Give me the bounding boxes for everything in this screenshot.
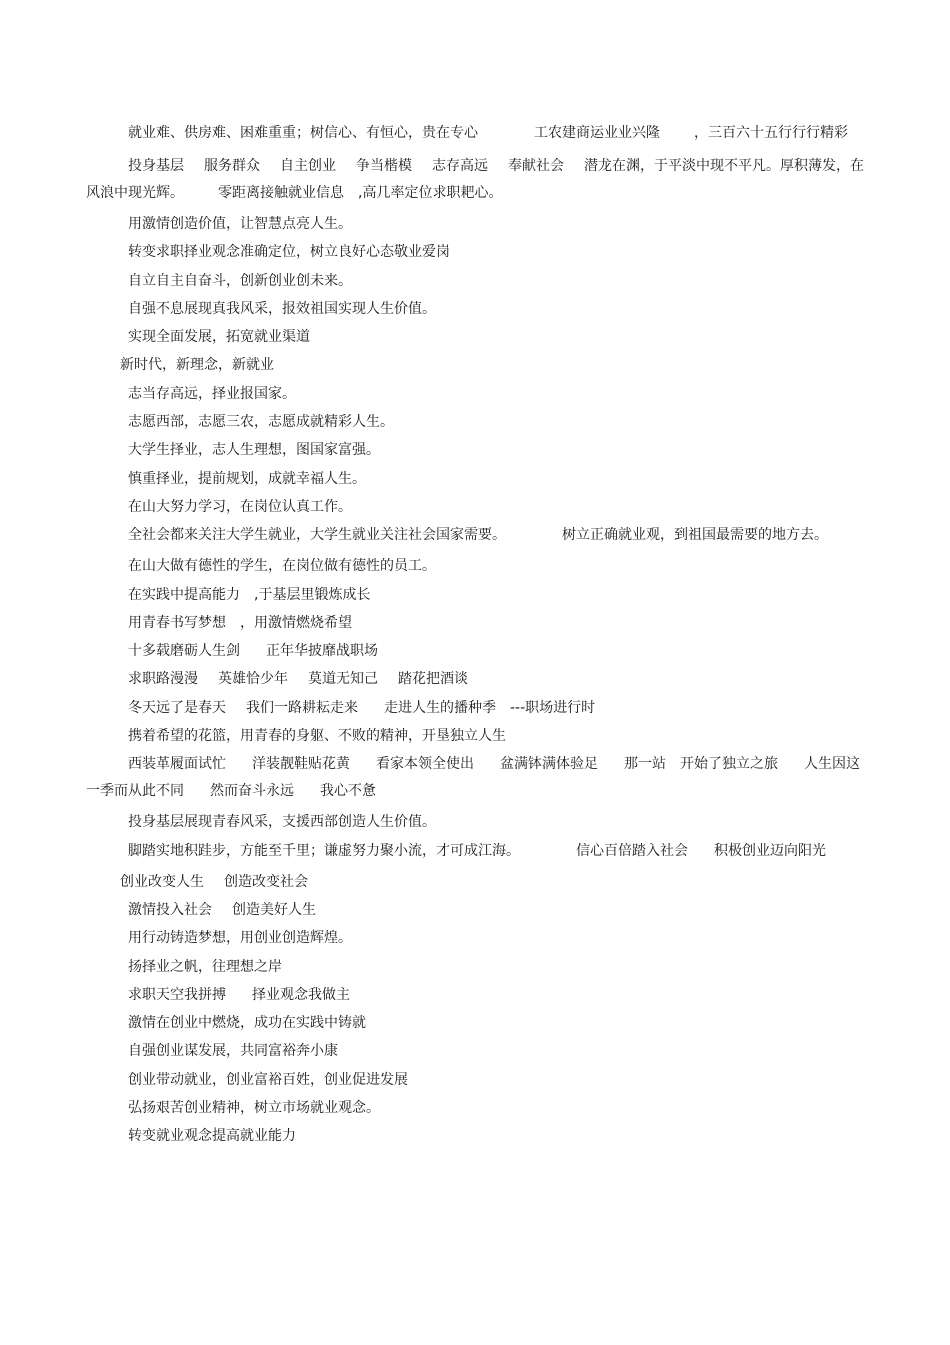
paragraph-5: 自立自主自奋斗，创新创业创未来。 [128,272,352,289]
paragraph-22: 西装革履面试忙 洋装靓鞋贴花黄 看家本领全使出 盆满钵满体验足 那一站 开始了独立之旅 人生因这一季而从此不同 然而奋斗永远 我心不惫 [86,756,860,800]
paragraph-14: 全社会都来关注大学生就业，大学生就业关注社会国家需要。 树立正确就业观，到祖国最需要的地方去。 [128,527,828,544]
paragraph-20: 冬天远了是春天 我们一路耕耘走来 走进人生的播种季 ---职场进行时 [128,699,596,716]
paragraph-9: 志当存高远，择业报国家。 [128,385,296,402]
paragraph-24: 脚踏实地积跬步，方能至千里；谦虚努力聚小流，才可成江海。 信心百倍踏入社会 积极创业迈向阳光 [128,842,826,859]
paragraph-13: 在山大努力学习，在岗位认真工作。 [128,498,352,515]
paragraph-16: 在实践中提高能力 ,于基层里锻炼成长 [128,586,371,603]
paragraph-34: 转变就业观念提高就业能力 [128,1128,296,1145]
paragraph-18: 十多载磨砺人生剑 正年华披靡战职场 [128,643,378,660]
paragraph-11: 大学生择业，志人生理想，图国家富强。 [128,442,380,459]
paragraph-19: 求职路漫漫 英雄恰少年 莫道无知己 踏花把酒谈 [128,671,468,688]
paragraph-21: 携着希望的花篮，用青春的身躯、不败的精神，开垦独立人生 [128,728,506,745]
paragraph-25: 创业改变人生 创造改变社会 [120,873,308,890]
paragraph-1: 就业难、供房难、困难重重；树信心、有恒心，贵在专心 工农建商运业业兴隆 ，三百六十五行行行精彩 [128,125,848,141]
paragraph-8: 新时代，新理念，新就业 [120,357,274,374]
paragraph-29: 求职天空我拼搏 择业观念我做主 [128,986,350,1003]
paragraph-2: 投身基层 服务群众 自主创业 争当楷模 志存高远 奉献社会 潜龙在渊，于平淡中现不平凡。厚积薄发，在风浪中现光辉。 零距离接触就业信息 ,高几率定位求职耙心。 [86,158,864,201]
paragraph-30: 激情在创业中燃烧，成功在实践中铸就 [128,1015,366,1032]
paragraph-28: 扬择业之帆，往理想之岸 [128,958,282,975]
paragraph-27: 用行动铸造梦想，用创业创造辉煌。 [128,930,352,947]
paragraph-17: 用青春书写梦想 ，用激情燃烧希望 [128,614,352,631]
paragraph-33: 弘扬艰苦创业精神，树立市场就业观念。 [128,1100,380,1117]
paragraph-4: 转变求职择业观念准确定位，树立良好心态敬业爱岗 [128,244,450,261]
paragraph-15: 在山大做有德性的学生，在岗位做有德性的员工。 [128,558,436,575]
paragraph-6: 自强不息展现真我风采，报效祖国实现人生价值。 [128,300,436,317]
paragraph-26: 激情投入社会 创造美好人生 [128,901,316,918]
paragraph-7: 实现全面发展，拓宽就业渠道 [128,329,310,346]
paragraph-3: 用激情创造价值，让智慧点亮人生。 [128,216,352,232]
paragraph-12: 慎重择业，提前规划，成就幸福人生。 [128,470,366,487]
paragraph-32: 创业带动就业，创业富裕百姓，创业促进发展 [128,1071,408,1088]
paragraph-23: 投身基层展现青春风采，支援西部创造人生价值。 [128,814,436,831]
document-body [86,120,866,1152]
paragraph-10: 志愿西部，志愿三农，志愿成就精彩人生。 [128,414,394,431]
paragraph-31: 自强创业谋发展，共同富裕奔小康 [128,1043,338,1060]
